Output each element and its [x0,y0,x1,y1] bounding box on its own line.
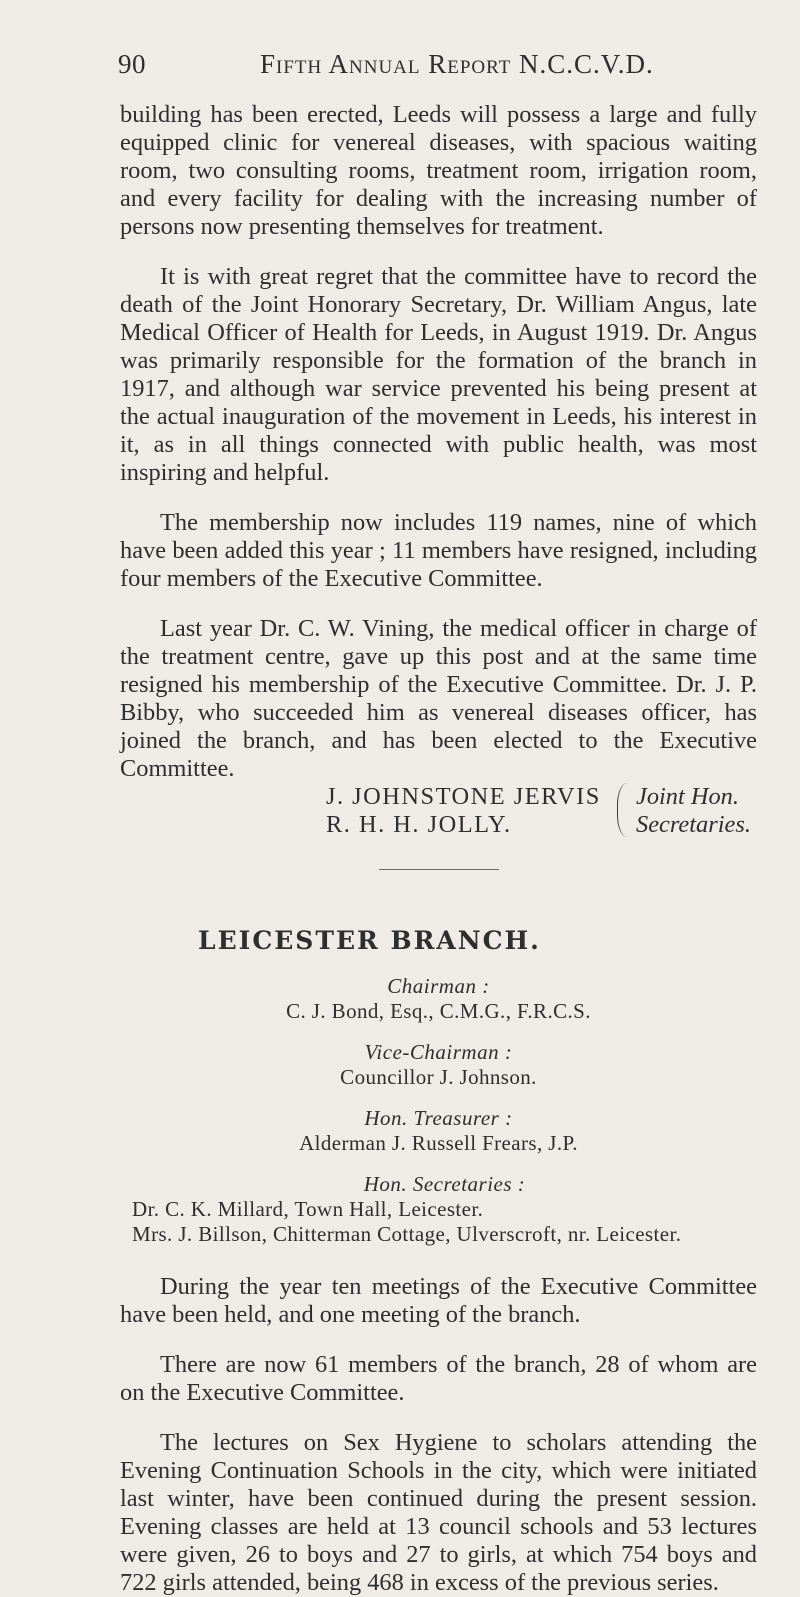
paragraph-leeds-obituary: It is with great regret that the committee have to record the death of the Joint Honorary Secretary, Dr. William Angus, late Medical Officer of Health for Leeds, in August 1919. Dr. Angus was primarily responsible for the formation of the branch in 1917, and although war service prevented his being present at the actual inauguration of the movement in Leeds, his interest in it, as in all things connected with public health, was most inspiring and helpful. [120,263,757,486]
paragraph-leicester-lectures: The lectures on Sex Hygiene to scholars attending the Evening Continuation Schools in the city, which were initiated last winter, have been continued during the present session. Evening classes are held at 13 council schools and 53 lectures were given, 26 to boys and 27 to girls, at which 754 boys and 722 girls attended, being 468 in excess of the previous series. [120,1429,757,1596]
page-number: 90 [118,49,146,79]
page-body [120,101,757,1597]
office-label-chairman: Chairman : [387,974,490,998]
office-holder-secretary: Mrs. J. Billson, Chitterman Cottage, Ulverscroft, nr. Leicester. [132,1222,682,1246]
brace-icon [617,783,630,837]
secretaries-block [132,1172,757,1247]
officers-list [120,974,757,1247]
signature-block [120,783,757,839]
paragraph-leeds-clinic: building has been erected, Leeds will possess a large and fully equipped clinic for venereal diseases, with spacious waiting room, two consulting rooms, treatment room, irrigation room, and every facility for dealing with the increasing number of persons now presenting themselves for treatment. [120,101,757,240]
office-label-secretaries: Hon. Secretaries : [363,1172,526,1196]
section-heading-leicester: LEICESTER BRANCH. [198,926,541,955]
office-holder-chairman: C. J. Bond, Esq., C.M.G., F.R.C.S. [286,999,591,1023]
page-header [118,44,760,84]
office-holder-secretary: Dr. C. K. Millard, Town Hall, Leicester. [132,1197,484,1221]
signatory-name: R. H. H. JOLLY. [326,811,512,838]
signatory-name: J. JOHNSTONE JERVIS [326,783,601,810]
office-holder-vice-chairman: Councillor J. Johnson. [340,1065,537,1089]
running-title: Fifth Annual Report N.C.C.V.D. [260,49,654,79]
paragraph-leicester-membership: There are now 61 members of the branch, 28 of whom are on the Executive Committee. [120,1351,757,1406]
signatory-role: Secretaries. [636,811,751,838]
section-divider [379,869,499,870]
paragraph-leeds-membership: The membership now includes 119 names, nine of which have been added this year ; 11 members have resigned, including four members of the Executive Committee. [120,509,757,592]
paragraph-leeds-officers: Last year Dr. C. W. Vining, the medical officer in charge of the treatment centre, gave up this post and at the same time resigned his membership of the Executive Committee. Dr. J. P. Bibby, who succeeded him as venereal diseases officer, has joined the branch, and has been elected to the Executive Committee. [120,615,757,782]
office-holder-treasurer: Alderman J. Russell Frears, J.P. [299,1131,578,1155]
paragraph-leicester-meetings: During the year ten meetings of the Executive Committee have been held, and one meeting of the branch. [120,1273,757,1328]
office-label-vice-chairman: Vice-Chairman : [364,1040,513,1064]
signatory-role: Joint Hon. [636,783,739,810]
office-label-treasurer: Hon. Treasurer : [364,1106,513,1130]
